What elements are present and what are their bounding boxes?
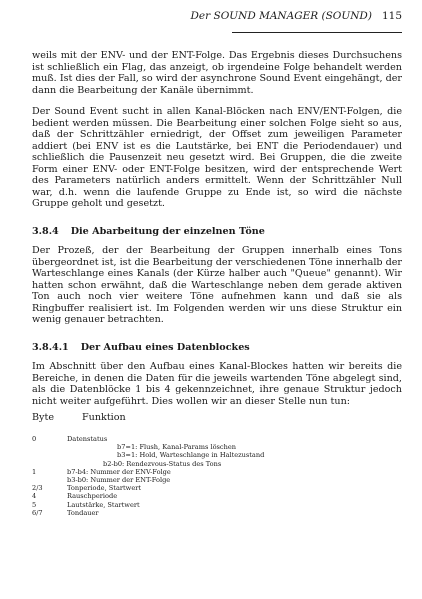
section-number: 3.8.4	[32, 225, 59, 237]
table-row	[32, 492, 402, 500]
function-cell: b3=1: Hold, Warteschlange in Haltezustand	[117, 451, 265, 460]
table-row	[32, 484, 402, 492]
byte-cell: 0	[32, 435, 37, 443]
subsection-title: Der Aufbau eines Datenblockes	[80, 341, 250, 353]
section-title: Die Abarbeitung der einzelnen Töne	[70, 225, 265, 237]
table-row	[32, 435, 402, 443]
table-row	[32, 476, 402, 484]
table-row	[32, 451, 402, 459]
running-title: Der SOUND MANAGER (SOUND)	[190, 10, 372, 22]
section-heading	[32, 226, 402, 238]
function-cell: b3-b0: Nummer der ENT-Folge	[67, 476, 171, 485]
byte-cell: 5	[32, 500, 37, 509]
table-row	[32, 443, 402, 451]
paragraph: Der Sound Event sucht in allen Kanal-Blöcken nach ENV/ENT-Folgen, die bedient werden müssen. Die Bearbeitung einer solchen Folge sieht so aus, daß der Schrittzähler erniedrigt, der Offset zum jeweiligen Parameter addiert (bei ENV ist es die Lautstärke, bei ENT die Periodendauer) und schließlich die Pausenzeit neu gesetzt wird. Bei Gruppen, die die zweite Form einer ENV- oder ENT-Folge besitzen, wird der entsprechende Wert des Parameters natürlich anders ermittelt. Wenn der Schrittzähler Null war, d.h. wenn die laufende Gruppe zu Ende ist, so wird die nächste Gruppe geholt und gesetzt.	[32, 106, 402, 209]
function-cell: Rauschperiode	[67, 492, 118, 501]
subsection-heading	[32, 342, 402, 354]
paragraph: Im Abschnitt über den Aufbau eines Kanal-Blockes hatten wir bereits die Bereiche, in denen die Daten für die jeweils wartenden Töne abgelegt sind, als die Datenblöcke 1 bis 4 gekennzeichnet, ihre genaue Struktur jedoch nicht weiter aufgeführt. Dies wollen wir an dieser Stelle nun tun:	[32, 361, 402, 407]
function-cell: Datenstatus	[67, 435, 108, 443]
page-number: 115	[381, 10, 402, 22]
paragraph: Der Prozeß, der der Bearbeitung der Gruppen innerhalb eines Tons übergeordnet ist, ist die Bearbeitung der verschiedenen Töne innerhalb der Warteschlange eines Kanals (der Kürze halber auch "Queue" genannt). Wir hatten schon erwähnt, daß die Warteschlange neben dem gerade aktiven Ton auch noch vier weitere Töne aufnehmen kann und daß sie als Ringbuffer realisiert ist. Im Folgenden werden wir uns diese Struktur ein wenig genauer betrachten.	[32, 245, 402, 325]
byte-cell: 6/7	[32, 508, 43, 517]
header-rule	[232, 32, 402, 33]
function-cell: Tondauer	[67, 508, 99, 517]
table-row	[32, 509, 402, 517]
byte-cell	[32, 460, 67, 468]
column-header-byte: Byte	[32, 412, 55, 423]
function-cell: Tonperiode, Startwert	[67, 484, 142, 493]
running-header	[0, 10, 402, 22]
function-cell: Lautstärke, Startwert	[67, 500, 140, 509]
function-cell: b7-b4: Nummer der ENV-Folge	[67, 467, 171, 476]
byte-cell: 1	[32, 467, 37, 476]
table-header	[32, 412, 402, 423]
table-row	[32, 501, 402, 509]
column-header-function: Funktion	[82, 412, 126, 423]
byte-cell	[32, 443, 67, 451]
table-row	[32, 468, 402, 476]
byte-cell: 2/3	[32, 484, 43, 493]
data-block-table	[32, 412, 402, 517]
paragraph: weils mit der ENV- und der ENT-Folge. Das Ergebnis dieses Durchsuchens ist schließlich ein Flag, das anzeigt, ob irgendeine Folge behandelt werden muß. Ist dies der Fall, so wird der asynchrone Sound Event eingehängt, der dann die Bearbeitung der Kanäle übernimmt.	[32, 50, 402, 96]
body-text	[32, 50, 402, 417]
byte-cell: 4	[32, 492, 37, 501]
function-cell: b7=1: Flush, Kanal-Params löschen	[117, 443, 237, 452]
byte-cell	[32, 451, 67, 459]
function-cell: b2-b0: Rendezvous-Status des Tons	[103, 459, 222, 468]
subsection-number: 3.8.4.1	[32, 341, 69, 353]
table-row	[32, 460, 402, 468]
byte-cell	[32, 476, 67, 484]
